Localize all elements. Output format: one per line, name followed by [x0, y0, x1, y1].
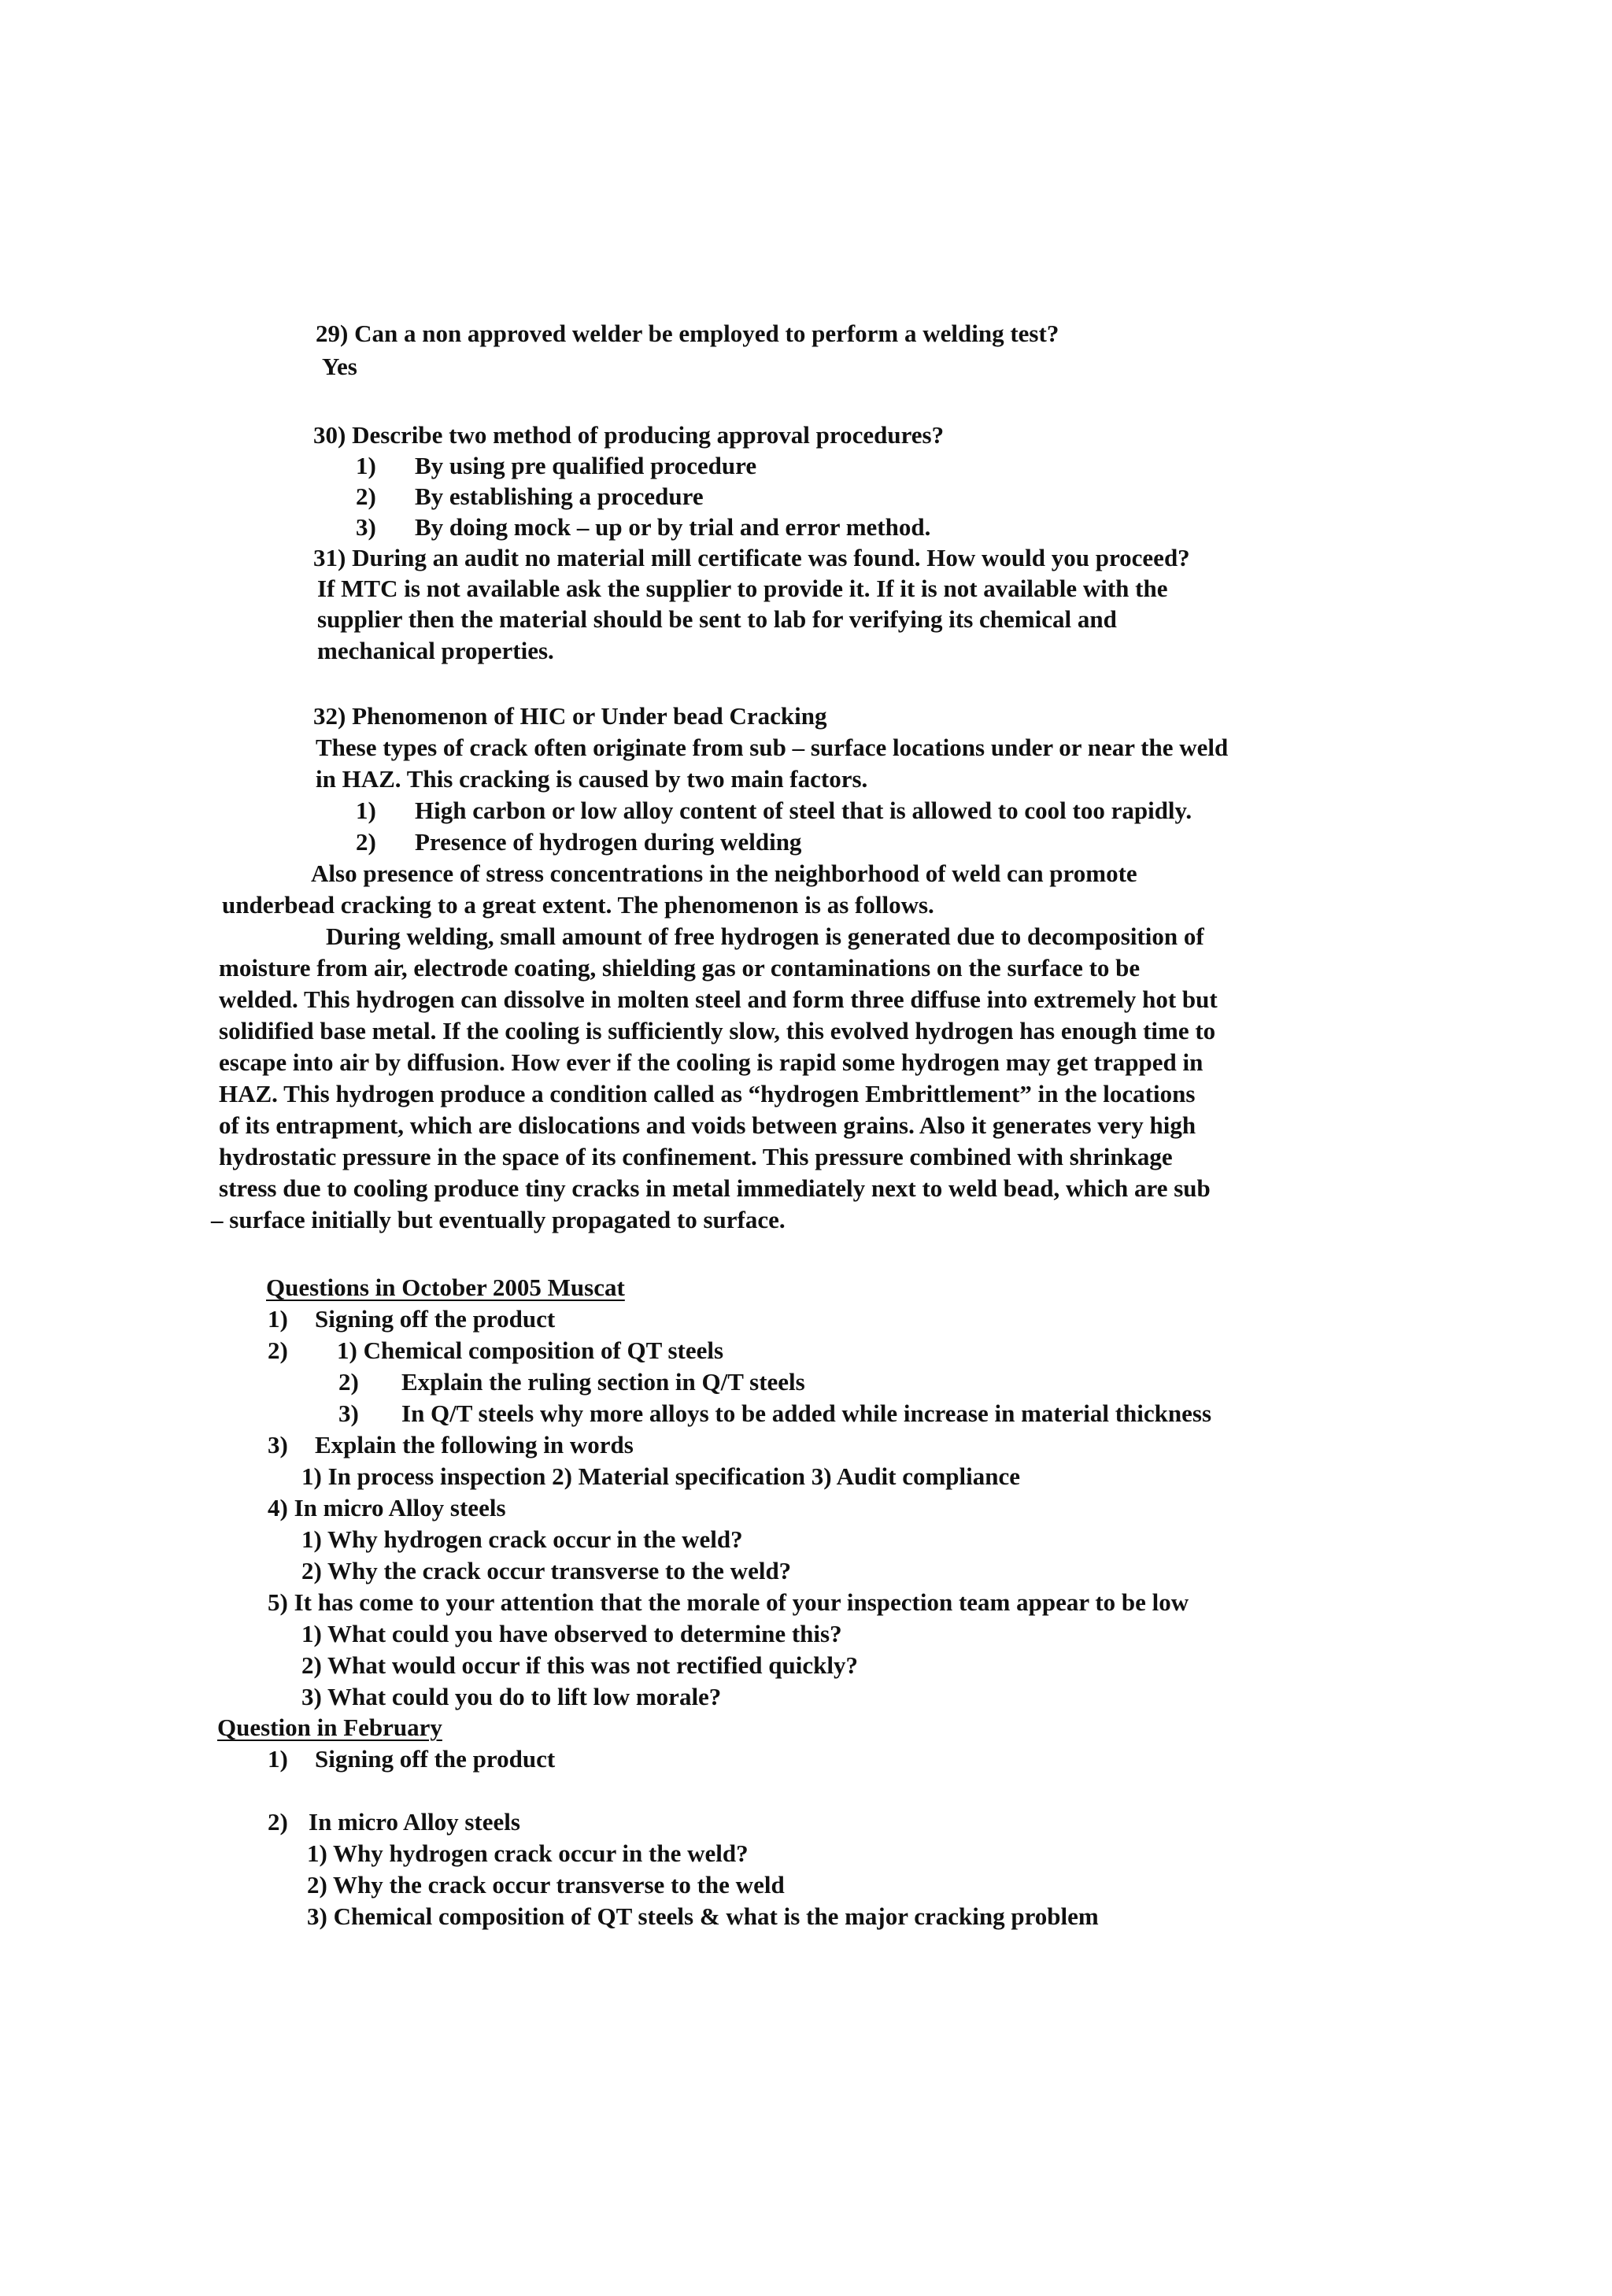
q32-para-line: underbead cracking to a great extent. The phenomenon is as follows.: [222, 891, 934, 919]
q32-factor-num: 2): [356, 828, 376, 856]
october-num: 3): [338, 1399, 359, 1427]
october-num: 2): [268, 1337, 288, 1364]
q32-para-line: During welding, small amount of free hydrogen is generated due to decomposition of: [326, 922, 1204, 950]
october-text: Signing off the product: [315, 1305, 556, 1333]
answer-29: Yes: [322, 353, 357, 380]
q32-para-line: escape into air by diffusion. How ever if the cooling is rapid some hydrogen may get trapped in: [219, 1048, 1203, 1076]
q32-factor-num: 1): [356, 797, 376, 824]
february-heading: Question in February: [217, 1714, 442, 1741]
october-text: 1) What could you have observed to determine this?: [301, 1620, 842, 1647]
q32-para-line: of its entrapment, which are dislocations and voids between grains. Also it generates very high: [219, 1111, 1196, 1139]
october-text: In Q/T steels why more alloys to be added while increase in material thickness: [401, 1399, 1212, 1427]
q30-item-num: 3): [356, 513, 376, 541]
october-text: 1) Why hydrogen crack occur in the weld?: [301, 1525, 743, 1553]
february-text: 3) Chemical composition of QT steels & what is the major cracking problem: [307, 1902, 1099, 1930]
october-text: Explain the following in words: [315, 1431, 634, 1459]
q32-factor-text: High carbon or low alloy content of steel that is allowed to cool too rapidly.: [415, 797, 1192, 824]
q32-para-line: moisture from air, electrode coating, shielding gas or contaminations on the surface to be: [219, 954, 1141, 982]
q32-para-line: Also presence of stress concentrations in the neighborhood of weld can promote: [311, 860, 1137, 887]
october-text: Explain the ruling section in Q/T steels: [401, 1368, 805, 1396]
q32-para-line: HAZ. This hydrogen produce a condition called as “hydrogen Embrittlement” in the locations: [219, 1080, 1196, 1107]
february-text: In micro Alloy steels: [309, 1808, 520, 1836]
answer-31-line: mechanical properties.: [317, 637, 554, 664]
october-heading: Questions in October 2005 Muscat: [266, 1274, 625, 1301]
october-text: 4) In micro Alloy steels: [268, 1494, 506, 1521]
october-text: 5) It has come to your attention that the morale of your inspection team appear to be low: [268, 1588, 1189, 1616]
q32-factor-text: Presence of hydrogen during welding: [415, 828, 802, 856]
question-32: 32) Phenomenon of HIC or Under bead Cracking: [313, 702, 827, 730]
q32-intro-line: in HAZ. This cracking is caused by two main factors.: [316, 765, 868, 793]
q32-para-line: hydrostatic pressure in the space of its confinement. This pressure combined with shrinkage: [219, 1143, 1173, 1170]
q32-para-line: solidified base metal. If the cooling is sufficiently slow, this evolved hydrogen has enough time to: [219, 1017, 1216, 1044]
october-text: 1) Chemical composition of QT steels: [337, 1337, 724, 1364]
q30-item-num: 1): [356, 452, 376, 479]
february-num: 1): [268, 1745, 288, 1773]
october-text: 2) Why the crack occur transverse to the weld?: [301, 1557, 792, 1584]
october-num: 2): [338, 1368, 359, 1396]
october-text: 1) In process inspection 2) Material specification 3) Audit compliance: [301, 1462, 1021, 1490]
february-text: 1) Why hydrogen crack occur in the weld?: [307, 1839, 749, 1867]
february-text: Signing off the product: [315, 1745, 556, 1773]
october-num: 1): [268, 1305, 288, 1333]
question-29: 29) Can a non approved welder be employed to perform a welding test?: [316, 320, 1059, 347]
october-text: 2) What would occur if this was not rectified quickly?: [301, 1651, 859, 1679]
q32-intro-line: These types of crack often originate from sub – surface locations under or near the weld: [316, 734, 1229, 761]
q32-para-line: stress due to cooling produce tiny cracks in metal immediately next to weld bead, which are sub: [219, 1174, 1211, 1202]
answer-31-line: If MTC is not available ask the supplier to provide it. If it is not available with the: [317, 575, 1168, 602]
q30-item-num: 2): [356, 482, 376, 510]
october-num: 3): [268, 1431, 288, 1459]
february-num: 2): [268, 1808, 288, 1836]
february-text: 2) Why the crack occur transverse to the weld: [307, 1871, 785, 1899]
q30-item-text: By using pre qualified procedure: [415, 452, 757, 479]
question-31: 31) During an audit no material mill certificate was found. How would you proceed?: [313, 544, 1190, 571]
q32-para-line: – surface initially but eventually propagated to surface.: [211, 1206, 786, 1233]
q30-item-text: By doing mock – up or by trial and error method.: [415, 513, 931, 541]
q30-item-text: By establishing a procedure: [415, 482, 704, 510]
q32-para-line: welded. This hydrogen can dissolve in molten steel and form three diffuse into extremely hot but: [219, 985, 1218, 1013]
october-text: 3) What could you do to lift low morale?: [301, 1683, 722, 1710]
answer-31-line: supplier then the material should be sent to lab for verifying its chemical and: [317, 605, 1117, 633]
question-30: 30) Describe two method of producing approval procedures?: [313, 421, 945, 449]
